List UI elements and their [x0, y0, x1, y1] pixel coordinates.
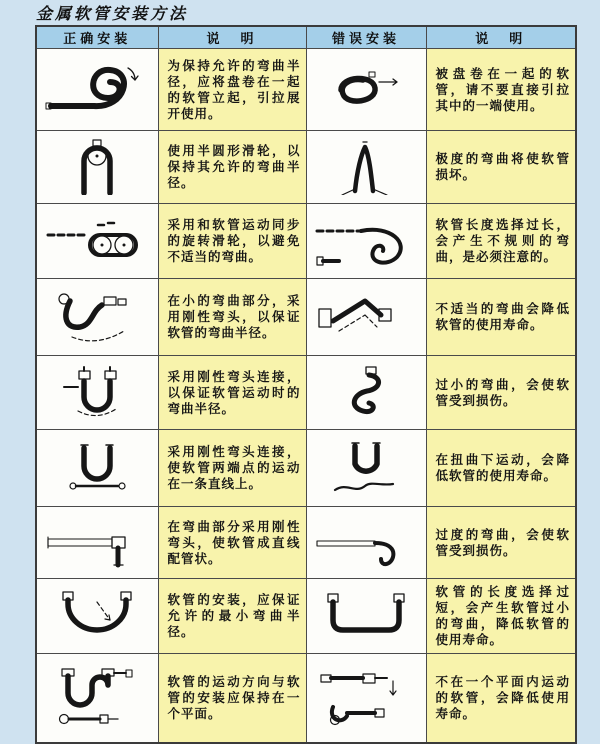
correct-desc-cell: 采用刚性弯头连接，使软管两端点的运动在一条直线上。	[158, 430, 306, 507]
wrong-image-cell	[306, 654, 426, 744]
excess-length-loop-illustration	[311, 213, 421, 269]
out-of-plane-motion-illustration	[311, 667, 421, 729]
wrong-desc-cell: 过小的弯曲，会使软管受到损伤。	[426, 356, 576, 430]
inline-motion-u-illustration	[42, 440, 152, 496]
wrong-image-cell	[306, 356, 426, 430]
straight-piping-elbow-illustration	[42, 515, 152, 571]
wrong-image-cell	[306, 430, 426, 507]
wrong-image-cell	[306, 279, 426, 356]
correct-image-cell	[36, 279, 158, 356]
wrong-desc-cell: 在扭曲下运动，会降低软管的使用寿命。	[426, 430, 576, 507]
table-row	[36, 579, 576, 654]
single-plane-motion-illustration	[42, 667, 152, 729]
wrong-desc-cell: 过度的弯曲，会使软管受到损伤。	[426, 507, 576, 579]
correct-image-cell	[36, 131, 158, 204]
correct-desc-cell: 软管的运动方向与软管的安装应保持在一个平面。	[158, 654, 306, 744]
too-short-hose-illustration	[311, 588, 421, 644]
correct-image-cell	[36, 430, 158, 507]
wrong-image-cell	[306, 507, 426, 579]
min-bend-radius-illustration	[42, 588, 152, 644]
header-correct-install: 正确安装	[36, 26, 158, 49]
correct-desc-cell: 软管的安装，应保证允许的最小弯曲半径。	[158, 579, 306, 654]
correct-desc-cell: 为保持允许的弯曲半径，应将盘卷在一起的软管立起，引拉展开使用。	[158, 49, 306, 131]
coil-pulled-end-illustration	[311, 62, 421, 118]
wrong-image-cell	[306, 579, 426, 654]
correct-image-cell	[36, 204, 158, 279]
correct-desc-cell: 在小的弯曲部分，采用刚性弯头，以保证软管的弯曲半径。	[158, 279, 306, 356]
table-row	[36, 430, 576, 507]
improper-bend-illustration	[311, 289, 421, 345]
semicircular-pulley-illustration	[42, 139, 152, 195]
table-row	[36, 507, 576, 579]
table-row	[36, 654, 576, 744]
wrong-desc-cell: 不适当的弯曲会降低软管的使用寿命。	[426, 279, 576, 356]
wrong-desc-cell: 软管长度选择过长，会产生不规则的弯曲，是必须注意的。	[426, 204, 576, 279]
correct-desc-cell: 使用半圆形滑轮，以保持其允许的弯曲半径。	[158, 131, 306, 204]
table-row	[36, 49, 576, 131]
wrong-image-cell	[306, 131, 426, 204]
correct-image-cell	[36, 49, 158, 131]
correct-image-cell	[36, 654, 158, 744]
too-small-bend-illustration	[311, 365, 421, 421]
wrong-desc-cell: 不在一个平面内运动的软管，会降低使用寿命。	[426, 654, 576, 744]
rigid-elbow-small-bend-illustration	[42, 289, 152, 345]
extreme-bend-illustration	[311, 139, 421, 195]
table-row	[36, 131, 576, 204]
hose-installation-table	[35, 25, 577, 744]
table-row	[36, 356, 576, 430]
table-row	[36, 204, 576, 279]
page-title: 金属软管安装方法	[36, 4, 189, 23]
coil-unrolled-illustration	[42, 62, 152, 118]
header-wrong-install: 错误安装	[306, 26, 426, 49]
twisted-motion-illustration	[311, 440, 421, 496]
correct-desc-cell: 采用刚性弯头连接，以保证软管运动时的弯曲半径。	[158, 356, 306, 430]
correct-desc-cell: 采用和软管运动同步的旋转滑轮，以避免不适当的弯曲。	[158, 204, 306, 279]
wrong-desc-cell: 被盘卷在一起的软管，请不要直接引拉其中的一端使用。	[426, 49, 576, 131]
wrong-image-cell	[306, 49, 426, 131]
wrong-image-cell	[306, 204, 426, 279]
correct-desc-cell: 在弯曲部分采用刚性弯头，使软管成直线配管状。	[158, 507, 306, 579]
header-wrong-description: 说 明	[426, 26, 576, 49]
correct-image-cell	[36, 356, 158, 430]
rotating-pulleys-illustration	[42, 213, 152, 269]
rigid-elbow-motion-illustration	[42, 365, 152, 421]
excessive-bend-illustration	[311, 515, 421, 571]
table-row	[36, 279, 576, 356]
correct-image-cell	[36, 507, 158, 579]
header-row	[36, 26, 576, 49]
correct-image-cell	[36, 579, 158, 654]
wrong-desc-cell: 软管的长度选择过短，会产生软管过小的弯曲，降低软管的使用寿命。	[426, 579, 576, 654]
header-correct-description: 说 明	[158, 26, 306, 49]
wrong-desc-cell: 极度的弯曲将使软管损坏。	[426, 131, 576, 204]
